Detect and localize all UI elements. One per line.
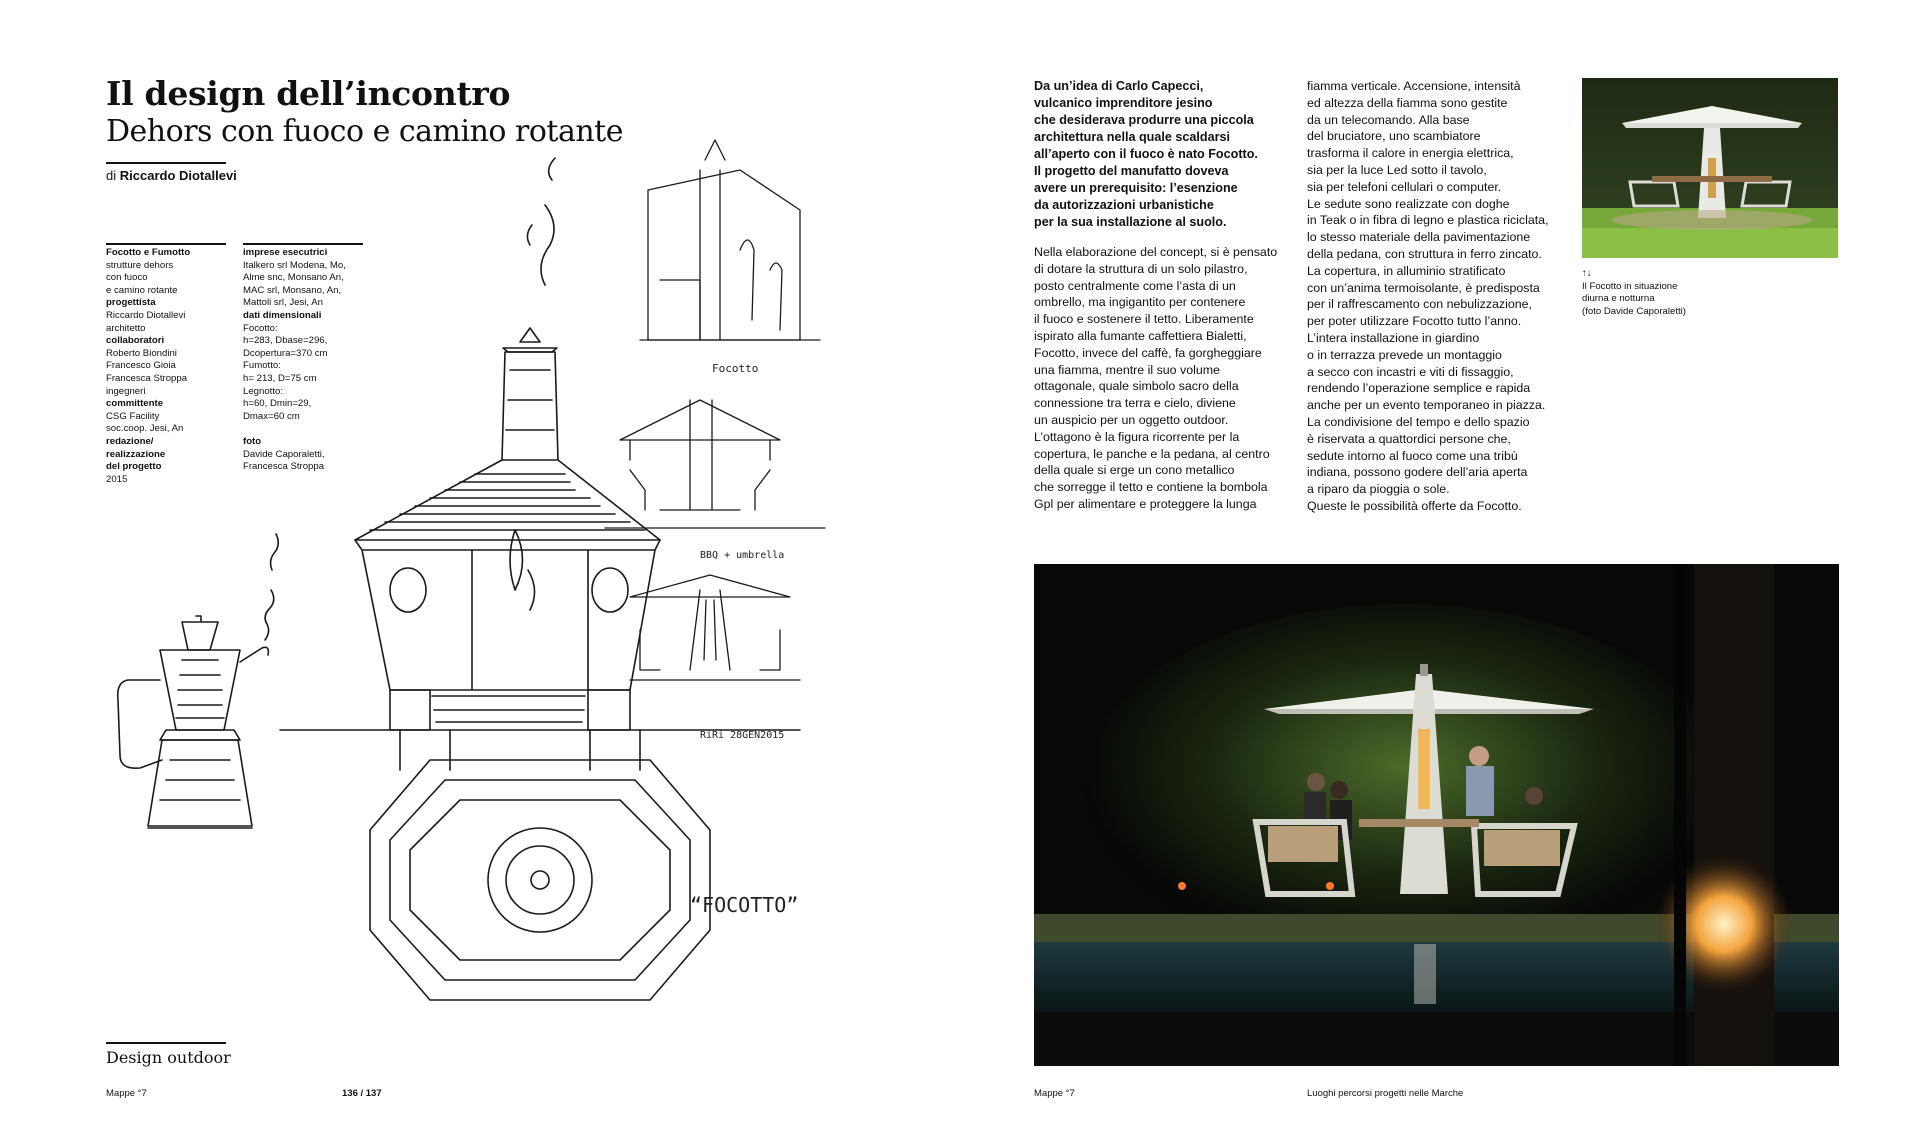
credit-value: Francesca Stroppa — [243, 461, 325, 473]
body-line: La copertura, in alluminio stratificato — [1307, 263, 1506, 278]
body-line: che sorregge il tetto e contiene la bombola — [1034, 480, 1268, 495]
credit-key: collaboratori — [106, 335, 165, 347]
credit-value: Alme snc, Monsano An, — [243, 272, 344, 284]
page-numbers: 136 / 137 — [342, 1088, 382, 1099]
credit-value: Italkero srl Modena, Mo, — [243, 259, 346, 271]
credit-value: Francesco Gioia — [106, 360, 176, 372]
body-line: sedute intorno al fuoco come una tribù — [1307, 448, 1518, 463]
body-line: per poter utilizzare Focotto tutto l’anno. — [1307, 314, 1522, 329]
credit-value: con fuoco — [106, 272, 148, 284]
focotto-section-sketch — [640, 140, 820, 340]
lead-line: all’aperto con il fuoco è nato Focotto. — [1034, 147, 1258, 161]
focotto-sketch — [100, 70, 920, 1060]
body-line: posto centralmente come l’asta di un — [1034, 278, 1236, 293]
credit-value: Dmax=60 cm — [243, 410, 300, 422]
credit-value: Davide Caporaletti, — [243, 448, 325, 460]
credit-value: h= 213, D=75 cm — [243, 372, 317, 384]
body-line: indiana, possono godere dell’aria aperta — [1307, 465, 1528, 480]
body-line: Nella elaborazione del concept, si è pensato — [1034, 245, 1278, 259]
credit-value: CSG Facility — [106, 410, 160, 422]
lead-line: Il progetto del manufatto doveva — [1034, 164, 1229, 178]
body-line: un auspicio per un oggetto outdoor. — [1034, 412, 1229, 427]
photo-caption — [1582, 281, 1782, 318]
body-line: a riparo da pioggia o sole. — [1307, 482, 1450, 497]
body-line: della pedana, con struttura in ferro zincato. — [1307, 246, 1542, 261]
body-line: lo stesso materiale della pavimentazione — [1307, 230, 1531, 245]
credit-value: soc.coop. Jesi, An — [106, 423, 184, 435]
credit-value: e camino rotante — [106, 284, 178, 296]
body-line: del bruciatore, uno scambiatore — [1307, 129, 1481, 144]
lead-line: vulcanico imprenditore jesino — [1034, 96, 1213, 110]
lead-line: per la sua installazione al suolo. — [1034, 215, 1227, 229]
sketch-label-bbq: BBQ + umbrella — [700, 550, 785, 561]
credit-key: del progetto — [106, 461, 162, 473]
body-line: per il raffrescamento con nebulizzazione, — [1307, 297, 1532, 312]
body-line: il fuoco e sostenere il tetto. Liberamente — [1034, 312, 1254, 327]
credit-value: MAC srl, Monsano, An, — [243, 284, 342, 296]
body-line: fiamma verticale. Accensione, intensità — [1307, 79, 1521, 93]
lead-line: avere un prerequisito: l’esenzione — [1034, 181, 1238, 195]
body-line: o in terrazza prevede un montaggio — [1307, 347, 1502, 362]
folio-right-section: Luoghi percorsi progetti nelle Marche — [1307, 1088, 1464, 1099]
bbq-umbrella-sketch — [630, 575, 800, 680]
moka-pot-sketch — [118, 534, 279, 828]
body-line: ispirato alla fumante caffettiera Bialetti, — [1034, 328, 1247, 343]
sketch-signature: RiRi 28GEN2015 — [700, 730, 785, 741]
credit-value: 2015 — [106, 473, 128, 485]
body-line: sia per la luce Led sotto il tavolo, — [1307, 162, 1487, 177]
article-title: Il design dell’incontro — [106, 74, 511, 113]
body-line: copertura, le panche e la pedana, al centro — [1034, 446, 1270, 461]
umbrella-elevation-sketch — [605, 400, 825, 528]
body-column-2 — [1307, 78, 1572, 515]
section-rule — [106, 1042, 226, 1044]
body-line: è riservata a quattordici persone che, — [1307, 431, 1511, 446]
body-line: trasforma il calore in energia elettrica, — [1307, 146, 1514, 161]
caption-arrows: ↑↓ — [1582, 268, 1592, 279]
body-line: in Teak o in fibra di legno e plastica riciclata, — [1307, 213, 1549, 228]
credit-key: redazione/ — [106, 435, 154, 447]
body-line: ed altezza della fiamma sono gestite — [1307, 95, 1508, 110]
credit-key: progettista — [106, 297, 156, 309]
credit-value: h=60, Dmin=29, — [243, 398, 312, 410]
body-line: di dotare la struttura di un solo pilastro, — [1034, 261, 1248, 276]
octagon-elevation-sketch — [280, 158, 800, 770]
caption-line: (foto Davide Caporaletti) — [1582, 305, 1686, 317]
sketch-label-focotto-small: Focotto — [712, 362, 759, 375]
body-column-1 — [1034, 244, 1304, 513]
credit-value: Mattoli srl, Jesi, An — [243, 297, 323, 309]
body-line: La condivisione del tempo e dello spazio — [1307, 414, 1530, 429]
credit-value: Legnotto: — [243, 385, 284, 397]
credit-value: ingegneri — [106, 385, 146, 397]
caption-line: diurna e notturna — [1582, 293, 1655, 305]
credit-key: dati dimensionali — [243, 309, 322, 321]
credit-value: Francesca Stroppa — [106, 372, 188, 384]
body-line: L’intera installazione in giardino — [1307, 330, 1480, 345]
day-photo — [1582, 78, 1838, 258]
lead-paragraph — [1034, 78, 1304, 231]
body-line: L’ottagono è la figura ricorrente per la — [1034, 429, 1240, 444]
body-line: con un’anima termoisolante, è predisposta — [1307, 280, 1540, 295]
lead-line: che desiderava produrre una piccola — [1034, 113, 1254, 127]
lead-line: architettura nella quale scaldarsi — [1034, 130, 1230, 144]
sketch-label-focotto-big: “FOCOTTO” — [690, 893, 799, 917]
credit-key: realizzazione — [106, 448, 166, 460]
folio-left: Mappe °7 — [106, 1088, 147, 1099]
body-line: ombrello, ma ingigantito per contenere — [1034, 295, 1246, 310]
lead-line: Da un’idea di Carlo Capecci, — [1034, 79, 1204, 93]
credit-value: Roberto Biondini — [106, 347, 177, 359]
byline-prefix: di — [106, 168, 117, 183]
body-line: da un telecomando. Alla base — [1307, 112, 1470, 127]
body-line: della quale si erge un cono metallico — [1034, 463, 1235, 478]
caption-line: Il Focotto in situazione — [1582, 281, 1678, 292]
octagon-plan-sketch — [370, 760, 710, 1000]
credit-value: Riccardo Diotallevi — [106, 309, 186, 321]
credit-key: imprese esecutrici — [243, 247, 328, 258]
credit-value: Dcopertura=370 cm — [243, 347, 328, 359]
credit-value: architetto — [106, 322, 146, 334]
body-line: Queste le possibilità offerte da Focotto. — [1307, 498, 1522, 513]
night-photo — [1034, 564, 1839, 1066]
body-line: anche per un evento temporaneo in piazza. — [1307, 398, 1546, 413]
body-line: sia per telefoni cellulari o computer. — [1307, 179, 1502, 194]
body-line: rendendo l’operazione semplice e rapida — [1307, 381, 1531, 396]
credit-value: Focotto: — [243, 322, 278, 334]
section-label: Design outdoor — [106, 1048, 231, 1067]
credit-key: committente — [106, 398, 164, 410]
credit-key: foto — [243, 435, 262, 447]
body-line: Le sedute sono realizzate con doghe — [1307, 196, 1510, 211]
byline-author: Riccardo Diotallevi — [119, 168, 237, 183]
body-line: Focotto, invece del caffè, fa gorgheggiare — [1034, 345, 1262, 360]
credit-key: Focotto e Fumotto — [106, 247, 191, 258]
lead-line: da autorizzazioni urbanistiche — [1034, 198, 1214, 212]
body-line: a secco con incastri e viti di fissaggio, — [1307, 364, 1514, 379]
body-line: Gpl per alimentare e proteggere la lunga — [1034, 496, 1257, 511]
folio-right-left: Mappe °7 — [1034, 1088, 1075, 1099]
credit-value: Fumotto: — [243, 360, 281, 372]
credit-value: h=283, Dbase=296, — [243, 335, 328, 347]
body-line: ottagonale, quale simbolo sacro della — [1034, 379, 1239, 394]
body-line: una fiamma, mentre il suo volume — [1034, 362, 1220, 377]
body-line: connessione tra terra e cielo, diviene — [1034, 396, 1236, 411]
credit-value: strutture dehors — [106, 259, 174, 271]
article-subtitle: Dehors con fuoco e camino rotante — [106, 114, 623, 149]
